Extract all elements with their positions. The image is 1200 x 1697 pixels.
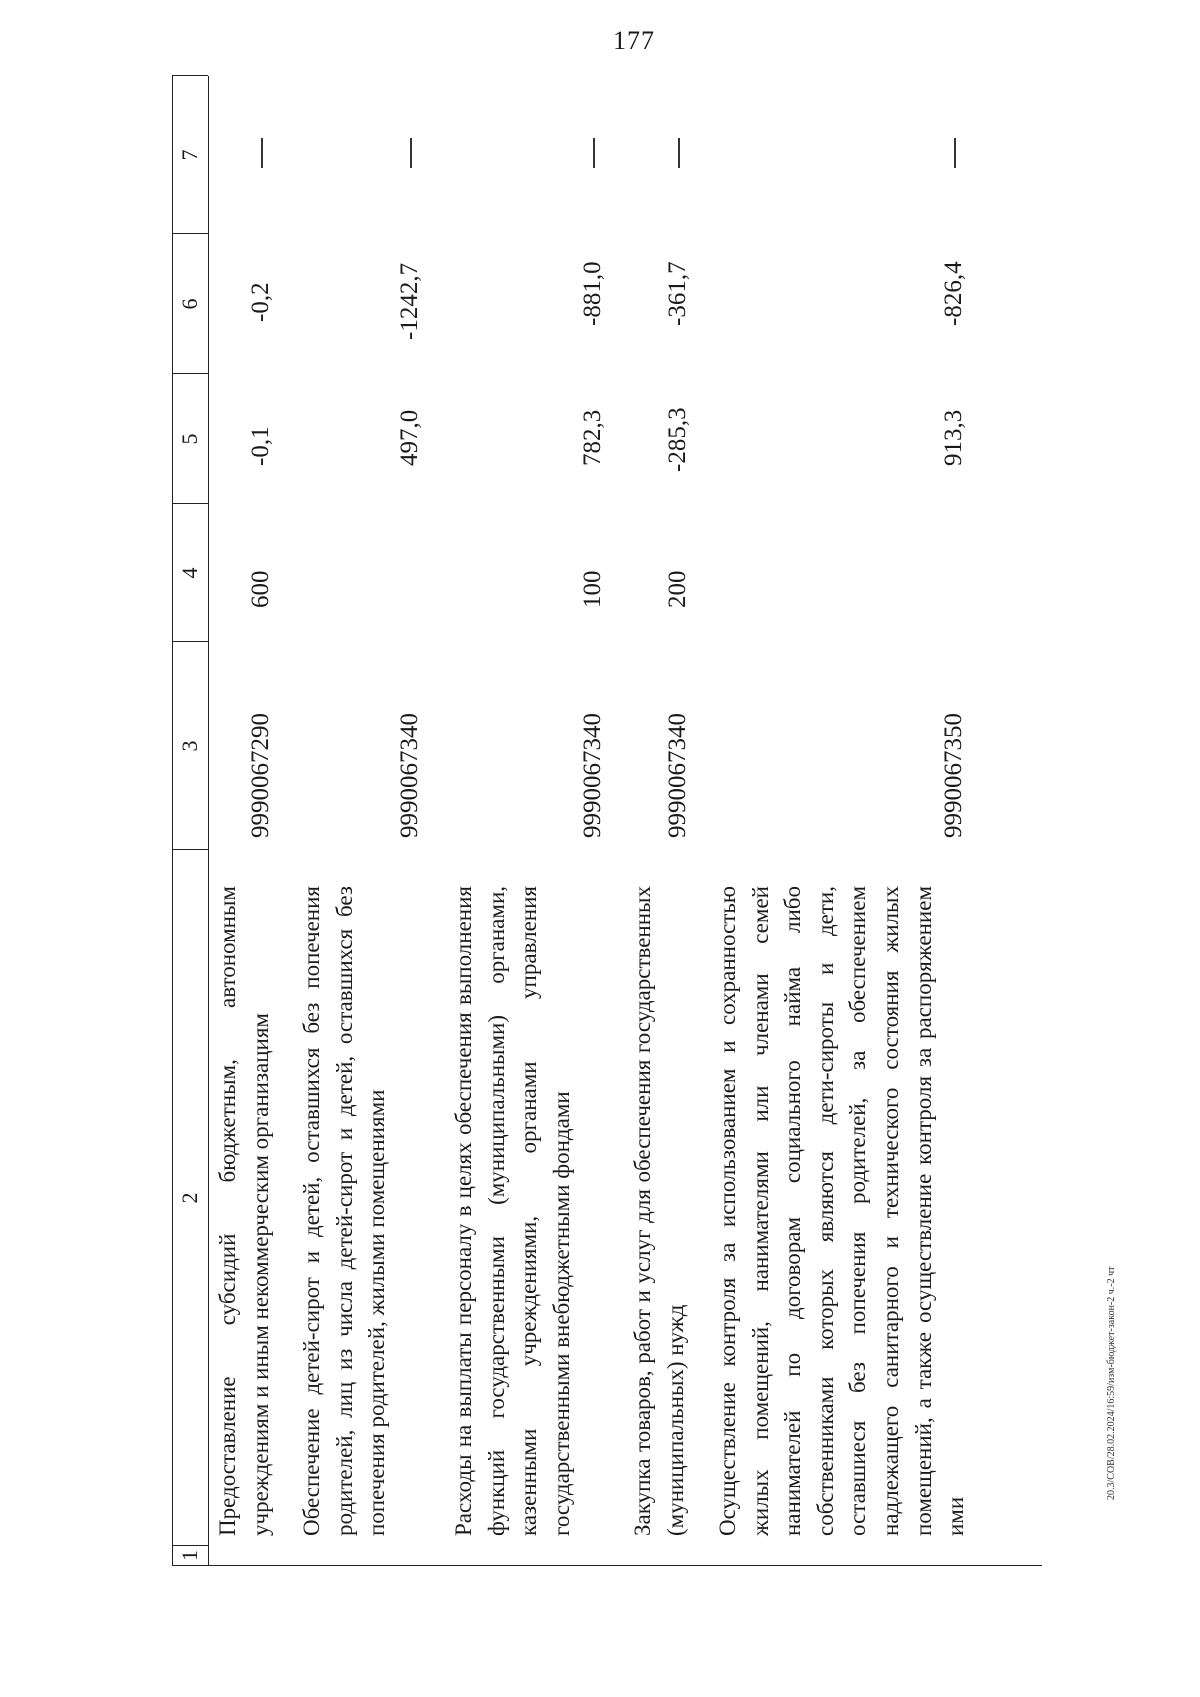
row-value-5: 497,0 xyxy=(396,409,423,466)
row-value-5: 913,3 xyxy=(940,409,967,466)
document-footer-code: 20.3/СОВ/28.02.2024/16:59/изм-бюджет-закон-2 ч.-2 чт xyxy=(1106,1266,1117,1500)
row-code: 9990067340 xyxy=(396,713,423,838)
page-number: 177 xyxy=(613,26,655,55)
header-bottom-border xyxy=(208,76,209,1566)
rotated-table-region xyxy=(172,0,1042,1566)
row-code: 9990067350 xyxy=(940,713,967,838)
row-description: Предоставление субсидий бюджетным, автономным учреждениям и иным некоммерческим организациям xyxy=(215,886,273,1536)
row-value-7-dash xyxy=(954,138,956,168)
row-description: Расходы на выплаты персоналу в целях обеспечения выполнения функций государственными (муниципальными) органами, казенными учреждениями, органами управления государственными внебюджетными фондами xyxy=(451,886,574,1536)
row-description: Осуществление контроля за использованием и сохранностью жилых помещений, нанимателями или членами семей нанимателей по договорам социального найма либо собственниками которых являются дети-сироты и дети, оставшиеся без попечения родителей, за обеспечением надлежащего санитарного и технического состояния жилых помещений, а также осуществление контроля за распоряжением ими xyxy=(715,886,969,1536)
row-value-5: -0,1 xyxy=(247,426,274,466)
row-value-7-dash xyxy=(678,138,680,168)
row-value-6: -0,2 xyxy=(247,282,274,322)
column-header-7: 7 xyxy=(177,149,202,161)
row-value-5: -285,3 xyxy=(664,407,691,472)
column-header-2: 2 xyxy=(177,1192,202,1204)
row-kind: 100 xyxy=(579,570,606,608)
row-value-6: -881,0 xyxy=(579,261,606,326)
column-header-4: 4 xyxy=(177,567,202,579)
row-value-7-dash xyxy=(261,138,263,168)
table-left-border xyxy=(172,1565,1042,1566)
row-value-6: -826,4 xyxy=(940,261,967,326)
row-value-6: -1242,7 xyxy=(396,262,423,340)
budget-table xyxy=(172,0,1042,1566)
column-header-3: 3 xyxy=(177,740,202,752)
column-header-1: 1 xyxy=(177,1550,202,1561)
row-value-5: 782,3 xyxy=(579,409,606,466)
column-header-6: 6 xyxy=(177,298,202,310)
row-description: Закупка товаров, работ и услуг для обеспечения государственных (муниципальных) нужд xyxy=(630,886,688,1536)
row-code: 9990067340 xyxy=(664,713,691,838)
row-value-7-dash xyxy=(593,138,595,168)
row-code: 9990067340 xyxy=(579,713,606,838)
row-value-6: -361,7 xyxy=(664,261,691,326)
column-header-5: 5 xyxy=(177,433,202,445)
row-kind: 600 xyxy=(247,570,274,608)
row-code: 9990067290 xyxy=(247,713,274,838)
row-kind: 200 xyxy=(664,570,691,608)
row-value-7-dash xyxy=(410,138,412,168)
row-description: Обеспечение детей-сирот и детей, оставшихся без попечения родителей, лиц из числа детей-сирот и детей, оставшихся без попечения родителей, жилыми помещениями xyxy=(299,886,390,1536)
